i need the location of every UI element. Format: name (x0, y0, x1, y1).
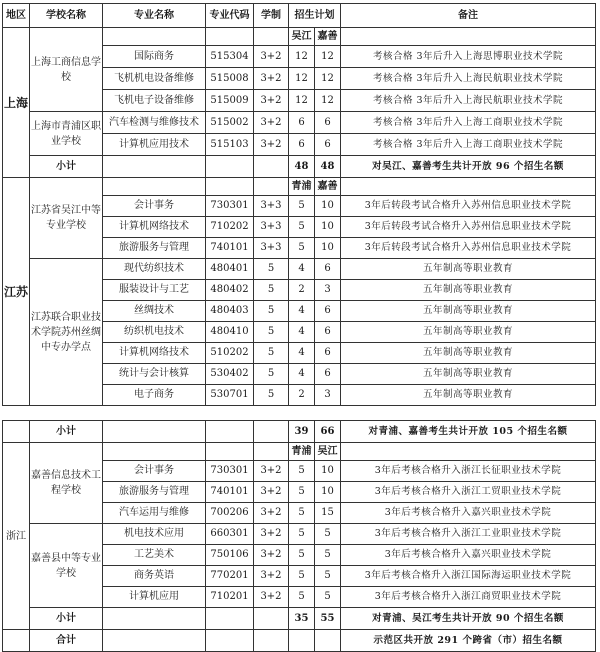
school-name: 上海市青浦区职业学校 (30, 112, 103, 156)
plan-b-cell: 12 (315, 68, 341, 90)
plan-b-cell: 6 (315, 343, 341, 364)
subtotal-a: 48 (289, 156, 315, 178)
plan-a-cell: 5 (289, 482, 315, 503)
code-cell: 515103 (206, 134, 254, 156)
plan-a-cell: 12 (289, 68, 315, 90)
plan-b-cell: 10 (315, 196, 341, 217)
plan-a-cell: 2 (289, 385, 315, 406)
plan-subheader: 青浦 (289, 443, 315, 461)
years-cell: 3+2 (254, 68, 289, 90)
plan-b-cell: 6 (315, 322, 341, 343)
plan-a-cell: 4 (289, 343, 315, 364)
plan-a-cell: 6 (289, 112, 315, 134)
major-cell: 纺织机电技术 (103, 322, 206, 343)
major-cell: 飞机电子设备维修 (103, 90, 206, 112)
plan-a-cell: 5 (289, 524, 315, 545)
school-name: 上海工商信息学校 (30, 28, 103, 112)
note-cell: 3年后考核合格升入浙江商贸职业技术学院 (341, 587, 596, 608)
note-cell: 考核合格 3年后升入上海思博职业技术学院 (341, 46, 596, 68)
major-cell: 商务英语 (103, 566, 206, 587)
code-cell: 480401 (206, 259, 254, 280)
col-header-major: 专业名称 (103, 4, 206, 28)
major-cell: 飞机机电设备维修 (103, 68, 206, 90)
subtotal-a: 39 (289, 421, 315, 443)
plan-b-cell: 12 (315, 46, 341, 68)
code-cell: 730301 (206, 196, 254, 217)
years-cell: 3+2 (254, 587, 289, 608)
subtotal-a: 35 (289, 608, 315, 630)
years-cell: 3+2 (254, 545, 289, 566)
major-cell: 现代纺织技术 (103, 259, 206, 280)
code-cell: 730301 (206, 461, 254, 482)
years-cell: 3+2 (254, 90, 289, 112)
major-cell: 旅游服务与管理 (103, 238, 206, 259)
plan-a-cell: 4 (289, 259, 315, 280)
table-row (3, 112, 596, 134)
subtotal-note: 对吴江、嘉善考生共计开放 96 个招生名额 (341, 156, 596, 178)
note-cell: 考核合格 3年后升入上海工商职业技术学院 (341, 112, 596, 134)
note-cell: 考核合格 3年后升入上海民航职业技术学院 (341, 90, 596, 112)
plan-b-cell: 10 (315, 461, 341, 482)
years-cell: 3+3 (254, 238, 289, 259)
major-cell: 计算机应用 (103, 587, 206, 608)
major-cell: 会计事务 (103, 461, 206, 482)
plan-b-cell: 3 (315, 385, 341, 406)
subtotal-b: 66 (315, 421, 341, 443)
years-cell: 3+2 (254, 112, 289, 134)
col-header-plan: 招生计划 (289, 4, 341, 28)
plan-b-cell: 6 (315, 259, 341, 280)
major-cell: 会计事务 (103, 196, 206, 217)
major-cell: 电子商务 (103, 385, 206, 406)
plan-a-cell: 4 (289, 364, 315, 385)
code-cell: 700206 (206, 503, 254, 524)
plan-b-cell: 6 (315, 112, 341, 134)
code-cell: 530402 (206, 364, 254, 385)
table-row (3, 259, 596, 280)
years-cell: 3+2 (254, 482, 289, 503)
note-cell: 五年制高等职业教育 (341, 280, 596, 301)
plan-subheader: 嘉善 (315, 178, 341, 196)
note-cell: 3年后考核合格升入浙江工贸职业技术学院 (341, 482, 596, 503)
subtotal-label: 小计 (30, 608, 103, 630)
total-row (3, 630, 596, 652)
subtotal-note: 对青浦、嘉善考生共计开放 105 个招生名额 (341, 421, 596, 443)
years-cell: 3+2 (254, 46, 289, 68)
years-cell: 3+2 (254, 566, 289, 587)
subtotal-label: 小计 (30, 421, 103, 443)
region-jiangsu: 江苏 (3, 178, 30, 406)
plan-b-cell: 6 (315, 364, 341, 385)
table-row (3, 28, 596, 46)
table-row (3, 524, 596, 545)
plan-a-cell: 6 (289, 134, 315, 156)
col-header-region: 地区 (3, 4, 30, 28)
region-shanghai: 上海 (3, 28, 30, 178)
col-header-years: 学制 (254, 4, 289, 28)
plan-a-cell: 12 (289, 46, 315, 68)
code-cell: 480410 (206, 322, 254, 343)
major-cell: 计算机应用技术 (103, 134, 206, 156)
plan-a-cell: 5 (289, 545, 315, 566)
plan-a-cell: 2 (289, 280, 315, 301)
code-cell: 710201 (206, 587, 254, 608)
note-cell: 3年后考核合格升入浙江工业职业技术学院 (341, 524, 596, 545)
enrollment-table-part-1 (2, 3, 596, 406)
note-cell: 五年制高等职业教育 (341, 343, 596, 364)
code-cell: 530701 (206, 385, 254, 406)
note-cell: 考核合格 3年后升入上海民航职业技术学院 (341, 68, 596, 90)
plan-a-cell: 5 (289, 587, 315, 608)
major-cell: 统计与会计核算 (103, 364, 206, 385)
note-cell: 3年后考核合格升入浙江长征职业技术学院 (341, 461, 596, 482)
note-cell: 3年后转段考试合格升入苏州信息职业技术学院 (341, 217, 596, 238)
school-name: 江苏省吴江中等专业学校 (30, 178, 103, 259)
years-cell: 5 (254, 301, 289, 322)
major-cell: 汽车运用与维修 (103, 503, 206, 524)
plan-b-cell: 10 (315, 238, 341, 259)
plan-b-cell: 3 (315, 280, 341, 301)
table-row (3, 443, 596, 461)
total-label: 合计 (30, 630, 103, 652)
header-row (3, 4, 596, 28)
enrollment-table-part-2 (2, 420, 596, 652)
school-name: 江苏联合职业技术学院苏州丝绸中专办学点 (30, 259, 103, 406)
note-cell: 3年后考核合格升入浙江国际海运职业技术学院 (341, 566, 596, 587)
major-cell: 机电技术应用 (103, 524, 206, 545)
subtotal-b: 55 (315, 608, 341, 630)
code-cell: 515009 (206, 90, 254, 112)
years-cell: 5 (254, 385, 289, 406)
subtotal-row (3, 421, 596, 443)
plan-subheader: 吴江 (289, 28, 315, 46)
col-header-code: 专业代码 (206, 4, 254, 28)
years-cell: 3+2 (254, 524, 289, 545)
years-cell: 3+3 (254, 217, 289, 238)
note-cell: 五年制高等职业教育 (341, 322, 596, 343)
plan-b-cell: 5 (315, 545, 341, 566)
subtotal-label: 小计 (30, 156, 103, 178)
code-cell: 750106 (206, 545, 254, 566)
col-header-note: 备注 (341, 4, 596, 28)
code-cell: 480403 (206, 301, 254, 322)
years-cell: 3+2 (254, 461, 289, 482)
years-cell: 3+2 (254, 134, 289, 156)
plan-a-cell: 5 (289, 461, 315, 482)
school-name: 嘉善县中等专业学校 (30, 524, 103, 608)
plan-b-cell: 15 (315, 503, 341, 524)
note-cell: 五年制高等职业教育 (341, 385, 596, 406)
major-cell: 旅游服务与管理 (103, 482, 206, 503)
total-note: 示范区共开放 291 个跨省（市）招生名额 (341, 630, 596, 652)
plan-subheader: 青浦 (289, 178, 315, 196)
major-cell: 工艺美术 (103, 545, 206, 566)
code-cell: 770201 (206, 566, 254, 587)
years-cell: 5 (254, 259, 289, 280)
code-cell: 740101 (206, 482, 254, 503)
major-cell: 丝绸技术 (103, 301, 206, 322)
plan-a-cell: 5 (289, 238, 315, 259)
note-cell: 五年制高等职业教育 (341, 364, 596, 385)
code-cell: 515304 (206, 46, 254, 68)
code-cell: 660301 (206, 524, 254, 545)
code-cell: 710202 (206, 217, 254, 238)
major-cell: 汽车检测与维修技术 (103, 112, 206, 134)
subtotal-row (3, 608, 596, 630)
note-cell: 考核合格 3年后升入上海工商职业技术学院 (341, 134, 596, 156)
plan-a-cell: 5 (289, 196, 315, 217)
note-cell: 3年后转段考试合格升入苏州信息职业技术学院 (341, 238, 596, 259)
plan-b-cell: 6 (315, 301, 341, 322)
plan-b-cell: 12 (315, 90, 341, 112)
major-cell: 计算机网络技术 (103, 217, 206, 238)
code-cell: 515002 (206, 112, 254, 134)
plan-a-cell: 5 (289, 503, 315, 524)
note-cell: 五年制高等职业教育 (341, 259, 596, 280)
subtotal-row (3, 156, 596, 178)
years-cell: 3+3 (254, 196, 289, 217)
plan-a-cell: 5 (289, 217, 315, 238)
note-cell: 3年后转段考试合格升入苏州信息职业技术学院 (341, 196, 596, 217)
code-cell: 515008 (206, 68, 254, 90)
school-name: 嘉善信息技术工程学校 (30, 443, 103, 524)
plan-a-cell: 5 (289, 566, 315, 587)
note-cell: 五年制高等职业教育 (341, 301, 596, 322)
major-cell: 计算机网络技术 (103, 343, 206, 364)
years-cell: 5 (254, 322, 289, 343)
years-cell: 5 (254, 343, 289, 364)
table-row (3, 178, 596, 196)
plan-subheader: 嘉善 (315, 28, 341, 46)
plan-a-cell: 4 (289, 301, 315, 322)
plan-b-cell: 5 (315, 587, 341, 608)
col-header-school: 学校名称 (30, 4, 103, 28)
code-cell: 480402 (206, 280, 254, 301)
plan-b-cell: 5 (315, 524, 341, 545)
plan-b-cell: 5 (315, 566, 341, 587)
plan-subheader: 吴江 (315, 443, 341, 461)
note-cell: 3年后考核合格升入嘉兴职业技术学院 (341, 545, 596, 566)
region-zhejiang: 浙江 (3, 443, 30, 630)
years-cell: 5 (254, 280, 289, 301)
plan-b-cell: 6 (315, 134, 341, 156)
subtotal-note: 对青浦、吴江考生共计开放 90 个招生名额 (341, 608, 596, 630)
note-cell: 3年后考核合格升入嘉兴职业技术学院 (341, 503, 596, 524)
years-cell: 3+2 (254, 503, 289, 524)
plan-b-cell: 10 (315, 217, 341, 238)
plan-a-cell: 12 (289, 90, 315, 112)
years-cell: 5 (254, 364, 289, 385)
plan-a-cell: 4 (289, 322, 315, 343)
code-cell: 740101 (206, 238, 254, 259)
code-cell: 510202 (206, 343, 254, 364)
subtotal-b: 48 (315, 156, 341, 178)
major-cell: 服装设计与工艺 (103, 280, 206, 301)
plan-b-cell: 10 (315, 482, 341, 503)
major-cell: 国际商务 (103, 46, 206, 68)
